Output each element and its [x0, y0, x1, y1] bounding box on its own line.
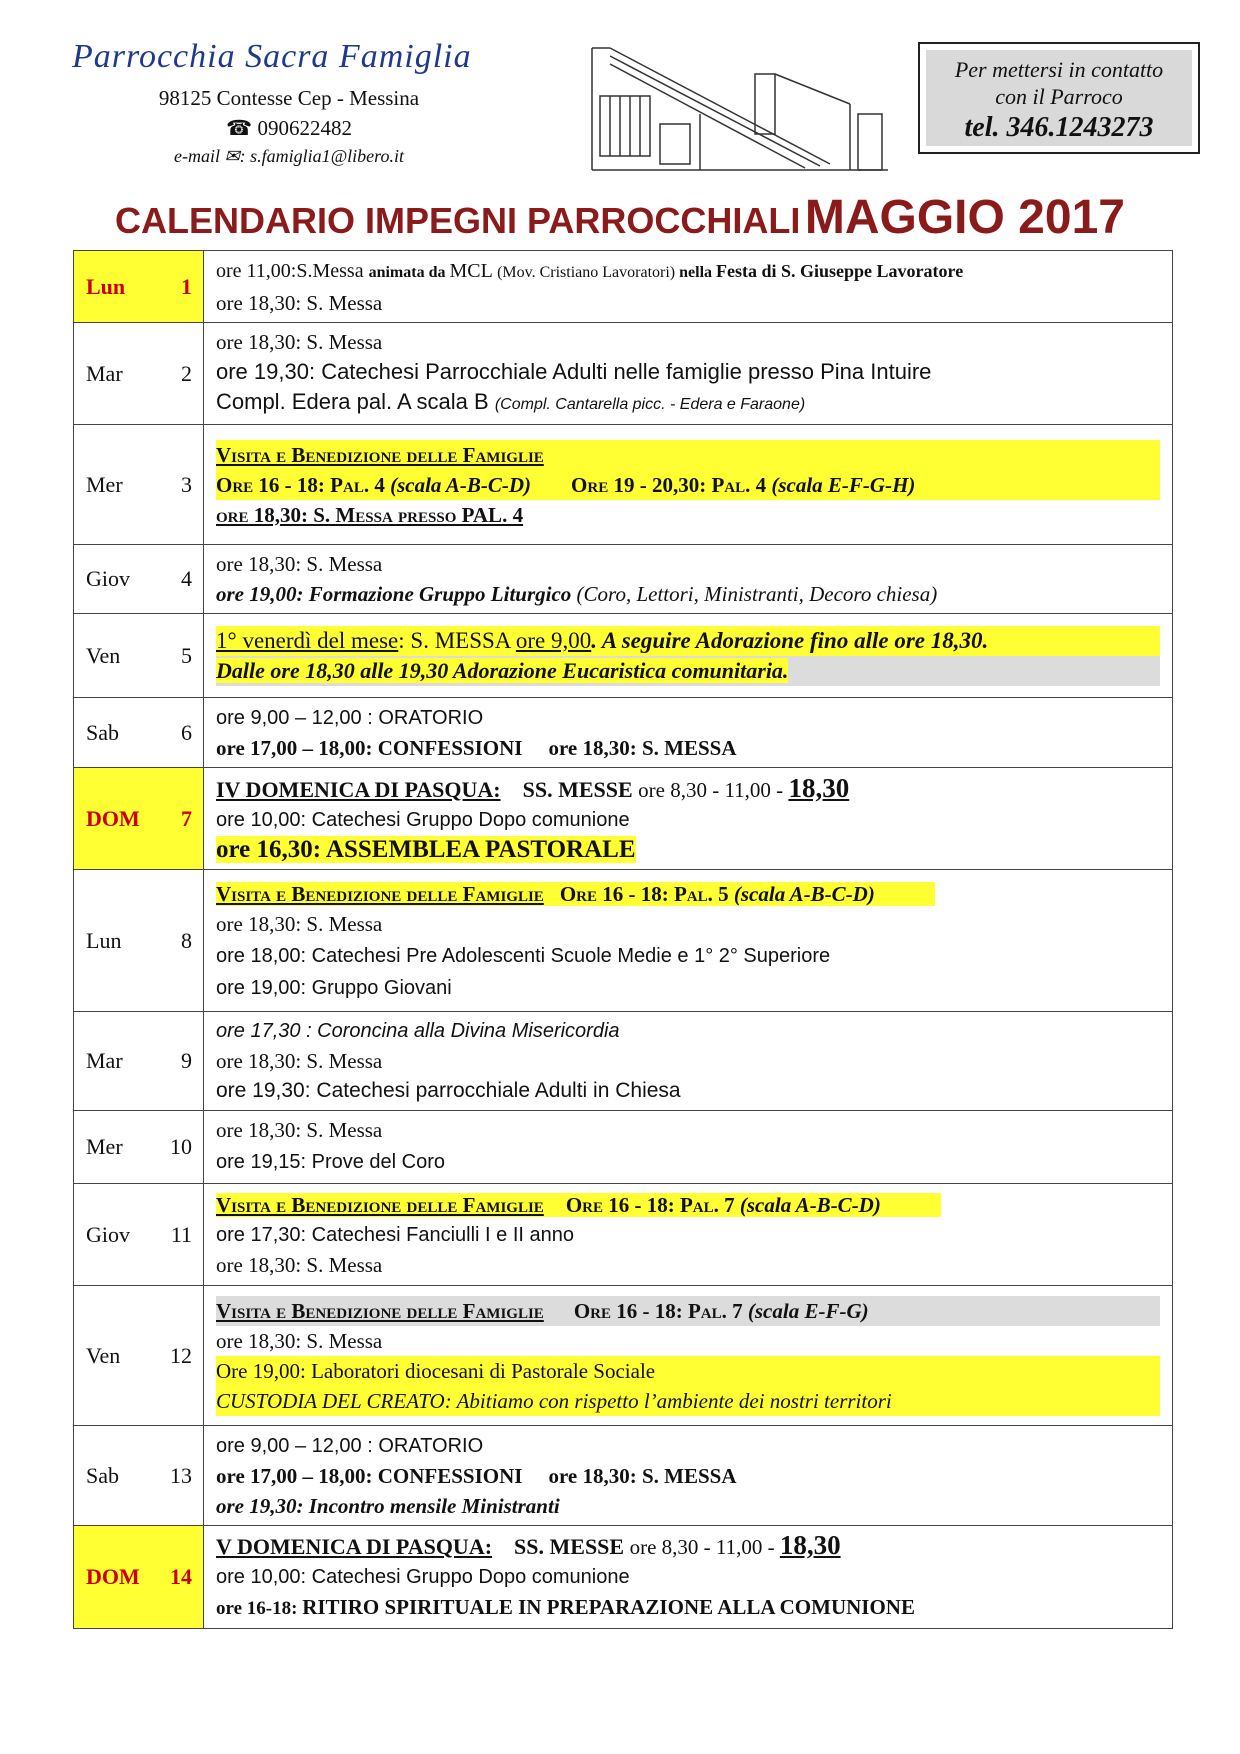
events-cell — [204, 698, 1173, 768]
day-cell — [74, 1184, 204, 1286]
event-text: ore 9,00 – 12,00 : ORATORIO — [216, 1434, 484, 1457]
title-month: MAGGIO 2017 — [804, 191, 1125, 244]
event-text: ore 18,30: S. MESSA — [548, 1463, 737, 1488]
day-number: 10 — [170, 1134, 192, 1159]
event-text: Incontro mensile Ministranti — [308, 1493, 560, 1518]
event-line — [216, 703, 1160, 733]
event-line — [216, 1296, 1160, 1326]
event-line — [216, 1386, 1160, 1416]
day-cell — [74, 698, 204, 768]
event-text: (scala A-B-C-D) — [390, 472, 532, 497]
event-line — [216, 1220, 1160, 1250]
event-text: . A seguire Adorazione fino alle ore 18,30. — [591, 627, 989, 653]
event-text: ore 18,30: S. Messa — [216, 911, 383, 936]
event-line — [216, 1461, 1160, 1491]
calendar-row — [74, 870, 1173, 1012]
event-text: : S. MESSA — [398, 627, 516, 653]
event-text: SS. MESSE — [522, 776, 639, 802]
event-text: 18,30 — [779, 1530, 841, 1560]
day-number: 12 — [170, 1342, 192, 1368]
parish-email — [124, 146, 454, 167]
event-line — [216, 1491, 1160, 1521]
day-name: DOM — [86, 805, 140, 831]
email-address: : s.famiglia1@libero.it — [239, 146, 404, 166]
church-drawing — [590, 44, 890, 172]
day-number: 4 — [181, 566, 192, 591]
event-line — [216, 626, 1160, 656]
event-text: ore 18,00: Catechesi Pre Adolescenti Scuole Medie e 1° 2° Superiore — [216, 944, 831, 967]
event-text: ore 19,30: — [216, 1493, 309, 1518]
event-line — [216, 1326, 1160, 1356]
event-text: (Compl. Cantarella picc. - Edera e Faraone) — [494, 396, 806, 413]
event-text: Ore 19 - 20,30: Pal. 4 — [571, 472, 772, 497]
event-line — [216, 1190, 1160, 1220]
event-line — [216, 1592, 1160, 1624]
day-number: 5 — [181, 642, 192, 668]
event-text: ore 9,00 – 12,00 : ORATORIO — [216, 706, 484, 729]
events-cell — [204, 1526, 1173, 1629]
event-text: ore 19,00: — [216, 582, 309, 606]
event-text: ore 18,30: S. Messa — [216, 1118, 383, 1142]
event-text: ore 19,30: Catechesi parrocchiale Adulti in Chiesa — [216, 1079, 681, 1102]
event-text: (scala E-F-G) — [747, 1298, 869, 1323]
event-line — [216, 835, 1160, 865]
event-text: animata da — [368, 264, 450, 281]
day-cell — [74, 1426, 204, 1526]
day-cell — [74, 323, 204, 425]
event-text: ore 18,30: S. Messa — [216, 1328, 383, 1353]
event-line — [216, 1250, 1160, 1280]
day-number: 6 — [181, 719, 192, 745]
event-line — [216, 939, 1160, 973]
event-text: RITIRO SPIRITUALE IN PREPARAZIONE ALLA COMUNIONE — [302, 1595, 915, 1619]
day-number: 3 — [181, 471, 192, 497]
event-line — [216, 1562, 1160, 1592]
day-name: Giov — [86, 1221, 130, 1247]
event-text: ore 9,00 — [515, 627, 592, 653]
event-text: ore 17,00 – 18,00: CONFESSIONI — [216, 1463, 523, 1488]
event-line — [216, 909, 1160, 939]
event-text: (scala A-B-C-D) — [733, 881, 875, 906]
day-number: 11 — [170, 1221, 192, 1247]
day-name: DOM — [86, 1564, 140, 1589]
day-cell — [74, 545, 204, 614]
event-line — [216, 733, 1160, 763]
events-cell — [204, 1111, 1173, 1184]
contact-line-2: con il Parroco — [995, 84, 1123, 109]
day-cell — [74, 425, 204, 545]
calendar-row — [74, 323, 1173, 425]
calendar-row — [74, 614, 1173, 698]
day-name: Sab — [86, 719, 119, 745]
parish-phone — [124, 116, 454, 141]
calendar-row — [74, 1012, 1173, 1111]
day-name: Lun — [86, 273, 126, 299]
event-text: ore 18,30: S. MESSA — [548, 735, 737, 760]
event-line — [216, 1046, 1160, 1076]
event-text: ore 18,30: S. Messa — [216, 1049, 383, 1073]
event-text: ore 18,30: S. Messa presso PAL. 4 — [216, 502, 524, 527]
event-text: CUSTODIA DEL CREATO: Abitiamo con rispetto l’ambiente dei nostri territori — [216, 1388, 892, 1413]
parish-address: 98125 Contesse Cep - Messina — [158, 86, 420, 110]
event-text: SS. MESSE — [514, 1534, 630, 1559]
event-text: Ore 16 - 18: Pal. 5 — [559, 881, 734, 906]
letterhead — [0, 0, 1240, 190]
event-line — [216, 805, 1160, 835]
event-text: V DOMENICA DI PASQUA: — [216, 1534, 493, 1559]
event-text: ore 17,30: Catechesi Fanciulli I e II anno — [216, 1223, 574, 1246]
event-line — [216, 1431, 1160, 1461]
event-text: Ore 19,00: Laboratori diocesani di Pastorale Sociale — [216, 1358, 656, 1383]
event-text: Visita e Benedizione delle Famiglie — [216, 1298, 544, 1323]
event-line — [216, 327, 1160, 357]
event-line — [216, 1356, 1160, 1386]
event-text: Ore 16 - 18: Pal. 4 — [216, 472, 391, 497]
event-line — [216, 255, 1160, 288]
page-title — [0, 190, 1240, 245]
event-line — [216, 357, 1160, 387]
event-line — [216, 656, 1160, 686]
day-cell — [74, 1526, 204, 1629]
event-text: Compl. Edera pal. A scala B — [216, 389, 495, 414]
contact-box — [918, 42, 1200, 154]
event-text: ore 19,15: Prove del Coro — [216, 1151, 446, 1173]
events-cell — [204, 251, 1173, 323]
event-text: ore 17,30 : Coroncina alla Divina Misericordia — [216, 1020, 620, 1042]
event-text: ore 16,30: ASSEMBLEA PASTORALE — [216, 835, 636, 863]
event-line — [216, 500, 1160, 530]
envelope-icon: ✉ — [224, 146, 240, 166]
day-name: Giov — [86, 566, 130, 591]
event-line — [216, 1530, 1160, 1562]
day-number: 2 — [181, 360, 192, 386]
parish-name: Parrocchia Sacra Famiglia — [72, 38, 472, 75]
day-name: Ven — [86, 642, 121, 668]
events-cell — [204, 614, 1173, 698]
day-name: Mer — [86, 1134, 123, 1159]
event-text: Formazione Gruppo Liturgico — [308, 582, 577, 606]
day-cell — [74, 870, 204, 1012]
events-cell — [204, 1012, 1173, 1111]
event-line — [216, 549, 1160, 579]
event-text: ore 17,00 – 18,00: CONFESSIONI — [216, 735, 523, 760]
event-line — [216, 387, 1160, 420]
day-name: Mar — [86, 360, 123, 386]
event-text: ore 16-18: — [216, 1598, 303, 1619]
email-label: e-mail — [174, 146, 220, 166]
calendar-row — [74, 1111, 1173, 1184]
day-number: 1 — [181, 273, 192, 299]
events-cell — [204, 1184, 1173, 1286]
event-line — [216, 1115, 1160, 1145]
events-cell — [204, 1286, 1173, 1426]
calendar-row — [74, 251, 1173, 323]
calendar-row — [74, 698, 1173, 768]
day-cell — [74, 768, 204, 870]
event-text: (Mov. Cristiano Lavoratori) — [497, 264, 680, 281]
event-line — [216, 1076, 1160, 1106]
event-text: ore 8,30 - 11,00 - — [638, 777, 789, 802]
event-line — [216, 773, 1160, 805]
event-text: (Coro, Lettori, Ministranti, Decoro chiesa) — [576, 582, 938, 606]
events-cell — [204, 768, 1173, 870]
event-text: Visita e Benedizione delle Famiglie — [216, 881, 544, 906]
event-text: ore 19,30: Catechesi Parrocchiale Adulti nelle famiglie presso Pina Intuire — [216, 359, 932, 384]
event-text: Ore 16 - 18: Pal. 7 — [565, 1192, 740, 1217]
day-name: Sab — [86, 1462, 119, 1488]
event-text: ore 11,00:S.Messa — [216, 260, 369, 282]
event-text: ore 10,00: Catechesi Gruppo Dopo comunione — [216, 1566, 630, 1588]
event-line — [216, 973, 1160, 1003]
event-text: MCL — [449, 260, 498, 282]
day-cell — [74, 1111, 204, 1184]
event-text: ore 8,30 - 11,00 - — [629, 1535, 780, 1559]
events-cell — [204, 545, 1173, 614]
calendar-table — [73, 250, 1173, 1629]
contact-phone: tel. 346.1243273 — [964, 112, 1154, 143]
phone-number: 090622482 — [257, 116, 352, 140]
event-text: nella — [679, 264, 717, 281]
event-text: 18,30 — [788, 772, 850, 803]
contact-line-1: Per mettersi in contatto — [954, 57, 1164, 82]
day-cell — [74, 1012, 204, 1111]
events-cell — [204, 425, 1173, 545]
day-name: Mer — [86, 471, 123, 497]
day-number: 9 — [181, 1048, 192, 1073]
events-cell — [204, 870, 1173, 1012]
day-cell — [74, 1286, 204, 1426]
calendar-row — [74, 1184, 1173, 1286]
events-cell — [204, 1426, 1173, 1526]
event-line — [216, 288, 1160, 318]
event-text: Ore 16 - 18: Pal. 7 — [573, 1298, 748, 1323]
day-name: Ven — [86, 1342, 121, 1368]
event-line — [216, 879, 1160, 909]
calendar-row — [74, 768, 1173, 870]
event-text: ore 10,00: Catechesi Gruppo Dopo comunione — [216, 808, 630, 831]
event-text: Dalle ore 18,30 alle 19,30 Adorazione Eucaristica comunitaria. — [216, 657, 789, 683]
event-text: ore 19,00: Gruppo Giovani — [216, 976, 452, 999]
phone-icon: ☎ — [226, 116, 253, 140]
event-text: (scala A-B-C-D) — [739, 1192, 881, 1217]
event-text: ore 18,30: S. Messa — [216, 1252, 383, 1277]
calendar-row — [74, 1526, 1173, 1629]
event-line — [216, 440, 1160, 470]
event-line — [216, 579, 1160, 609]
calendar-row — [74, 1426, 1173, 1526]
event-text: (scala E-F-G-H) — [771, 472, 916, 497]
day-cell — [74, 251, 204, 323]
calendar-row — [74, 545, 1173, 614]
event-text: IV DOMENICA DI PASQUA: — [216, 776, 501, 802]
day-number: 8 — [181, 927, 192, 953]
events-cell — [204, 323, 1173, 425]
event-line — [216, 1145, 1160, 1179]
day-number: 13 — [170, 1462, 192, 1488]
day-number: 7 — [181, 805, 192, 831]
event-text: ore 18,30: S. Messa — [216, 330, 383, 354]
event-text: Festa di S. Giuseppe Lavoratore — [716, 261, 964, 281]
day-name: Lun — [86, 927, 122, 953]
day-number: 14 — [170, 1564, 192, 1589]
day-name: Mar — [86, 1048, 123, 1073]
event-text: 1° venerdì del mese — [216, 627, 399, 653]
title-main: CALENDARIO IMPEGNI PARROCCHIALI — [115, 200, 801, 241]
event-line — [216, 1016, 1160, 1046]
calendar-row — [74, 1286, 1173, 1426]
day-cell — [74, 614, 204, 698]
event-text: Visita e Benedizione delle Famiglie — [216, 442, 544, 467]
calendar-row — [74, 425, 1173, 545]
event-text: ore 18,30: S. Messa — [216, 291, 383, 315]
event-text: ore 18,30: S. Messa — [216, 552, 383, 576]
event-text: Visita e Benedizione delle Famiglie — [216, 1192, 544, 1217]
event-line — [216, 470, 1160, 500]
